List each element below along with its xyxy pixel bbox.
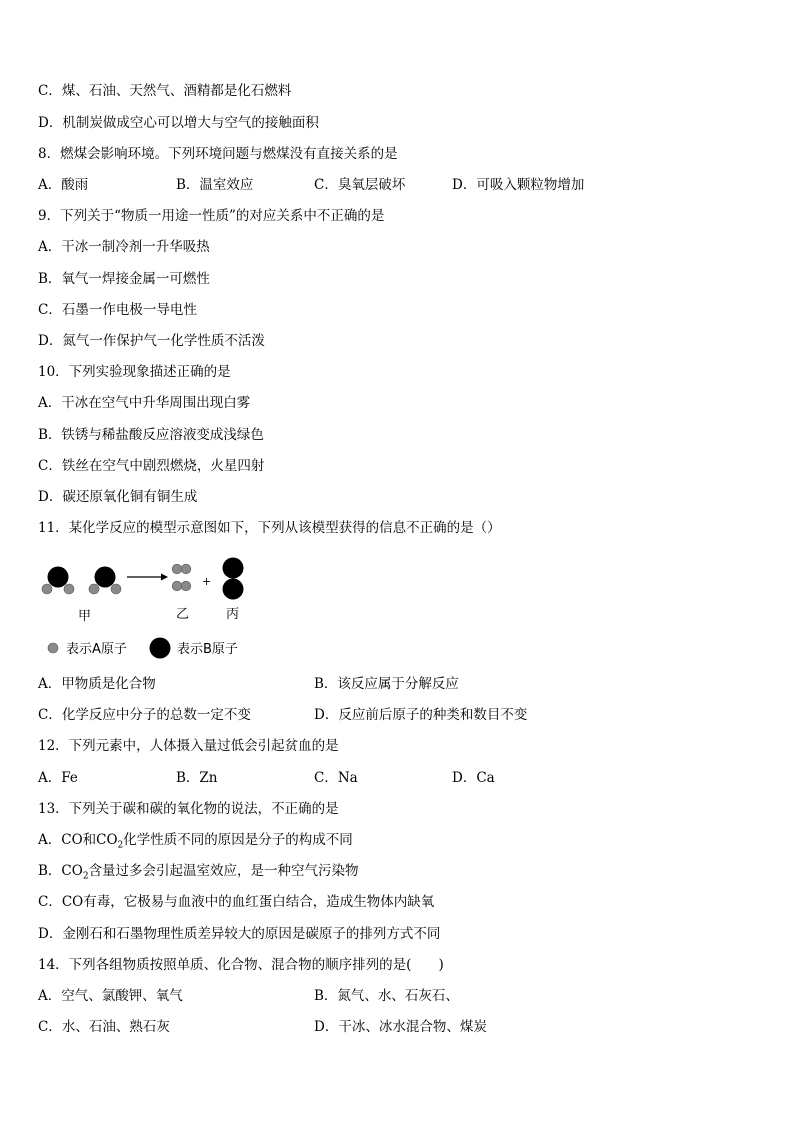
q13-option-a-post: 化学性质不同的原因是分子的构成不同 <box>123 832 353 848</box>
reaction-model-diagram <box>38 556 298 666</box>
molecule-jia-2 <box>89 567 121 595</box>
q13-option-c: C．CO有毒，它极易与血液中的血红蛋白结合，造成生物体内缺氧 <box>38 894 435 910</box>
q14-option-c: C．水、石油、熟石灰 <box>38 1019 170 1035</box>
q11-option-d: D．反应前后原子的种类和数目不变 <box>314 707 528 723</box>
q10-stem: 10．下列实验现象描述正确的是 <box>38 364 231 380</box>
q11-option-a: A．甲物质是化合物 <box>38 676 156 692</box>
q13-option-b-sub: 2 <box>82 871 89 882</box>
plus-sign: + <box>202 575 212 588</box>
molecule-bing <box>223 558 244 600</box>
q7-option-c: C．煤、石油、天然气、酒精都是化石燃料 <box>38 83 292 99</box>
q11-stem: 11．某化学反应的模型示意图如下，下列从该模型获得的信息不正确的是（） <box>38 520 501 536</box>
q13-option-b-post: 含量过多会引起温室效应，是一种空气污染物 <box>88 863 359 879</box>
q13-option-a <box>38 830 353 850</box>
q14-option-b: B．氮气、水、石灰石、 <box>314 988 459 1004</box>
legend-atom-b-label: 表示B原子 <box>177 642 238 657</box>
q13-option-a-pre: A．CO和CO <box>38 832 118 848</box>
q10-option-c: C．铁丝在空气中剧烈燃烧，火星四射 <box>38 458 265 474</box>
q12-stem: 12．下列元素中，人体摄入量过低会引起贫血的是 <box>38 738 339 754</box>
q12-option-d: D．Ca <box>452 770 495 786</box>
q13-option-d: D．金刚石和石墨物理性质差异较大的原因是碳原子的排列方式不同 <box>38 926 441 942</box>
q8-option-d: D．可吸入颗粒物增加 <box>452 177 585 193</box>
q9-option-b: B．氧气一焊接金属一可燃性 <box>38 271 210 287</box>
q13-option-a-sub: 2 <box>117 840 124 851</box>
q10-option-d: D．碳还原氧化铜有铜生成 <box>38 489 198 505</box>
q9-stem: 9．下列关于“物质一用途一性质”的对应关系中不正确的是 <box>38 208 385 224</box>
q9-option-d: D．氮气一作保护气一化学性质不活泼 <box>38 333 265 349</box>
reaction-arrow <box>127 574 168 581</box>
label-jia: 甲 <box>78 609 92 624</box>
q14-option-d: D．干冰、冰水混合物、煤炭 <box>314 1019 487 1035</box>
q13-option-b-pre: B．CO <box>38 863 83 879</box>
q12-option-b: B．Zn <box>176 770 218 786</box>
q9-option-a: A．干冰一制冷剂一升华吸热 <box>38 239 210 255</box>
q11-option-b: B．该反应属于分解反应 <box>314 676 459 692</box>
legend-atom-b <box>150 638 238 659</box>
legend-atom-a <box>48 642 127 657</box>
legend-atom-a-label: 表示A原子 <box>66 642 127 657</box>
q14-stem: 14．下列各组物质按照单质、化合物、混合物的顺序排列的是( ) <box>38 957 444 973</box>
q14-option-a: A．空气、氯酸钾、氧气 <box>38 988 183 1004</box>
label-bing: 丙 <box>226 607 240 622</box>
q12-option-a: A．Fe <box>38 770 78 786</box>
q12-option-c: C．Na <box>314 770 358 786</box>
q8-option-c: C．臭氧层破坏 <box>314 177 406 193</box>
q13-stem: 13．下列关于碳和碳的氧化物的说法，不正确的是 <box>38 801 339 817</box>
q9-option-c: C．石墨一作电极一导电性 <box>38 302 197 318</box>
q13-option-b <box>38 861 359 881</box>
molecule-yi <box>172 564 191 591</box>
q7-option-d: D．机制炭做成空心可以增大与空气的接触面积 <box>38 115 319 131</box>
q10-option-b: B．铁锈与稀盐酸反应溶液变成浅绿色 <box>38 427 264 443</box>
q11-option-c: C．化学反应中分子的总数一定不变 <box>38 707 251 723</box>
label-yi: 乙 <box>176 607 190 622</box>
q8-option-a: A．酸雨 <box>38 177 89 193</box>
molecule-jia-1 <box>42 567 74 595</box>
q8-option-b: B．温室效应 <box>176 177 254 193</box>
q10-option-a: A．干冰在空气中升华周围出现白雾 <box>38 395 251 411</box>
q8-stem: 8．燃煤会影响环境。下列环境问题与燃煤没有直接关系的是 <box>38 146 398 162</box>
